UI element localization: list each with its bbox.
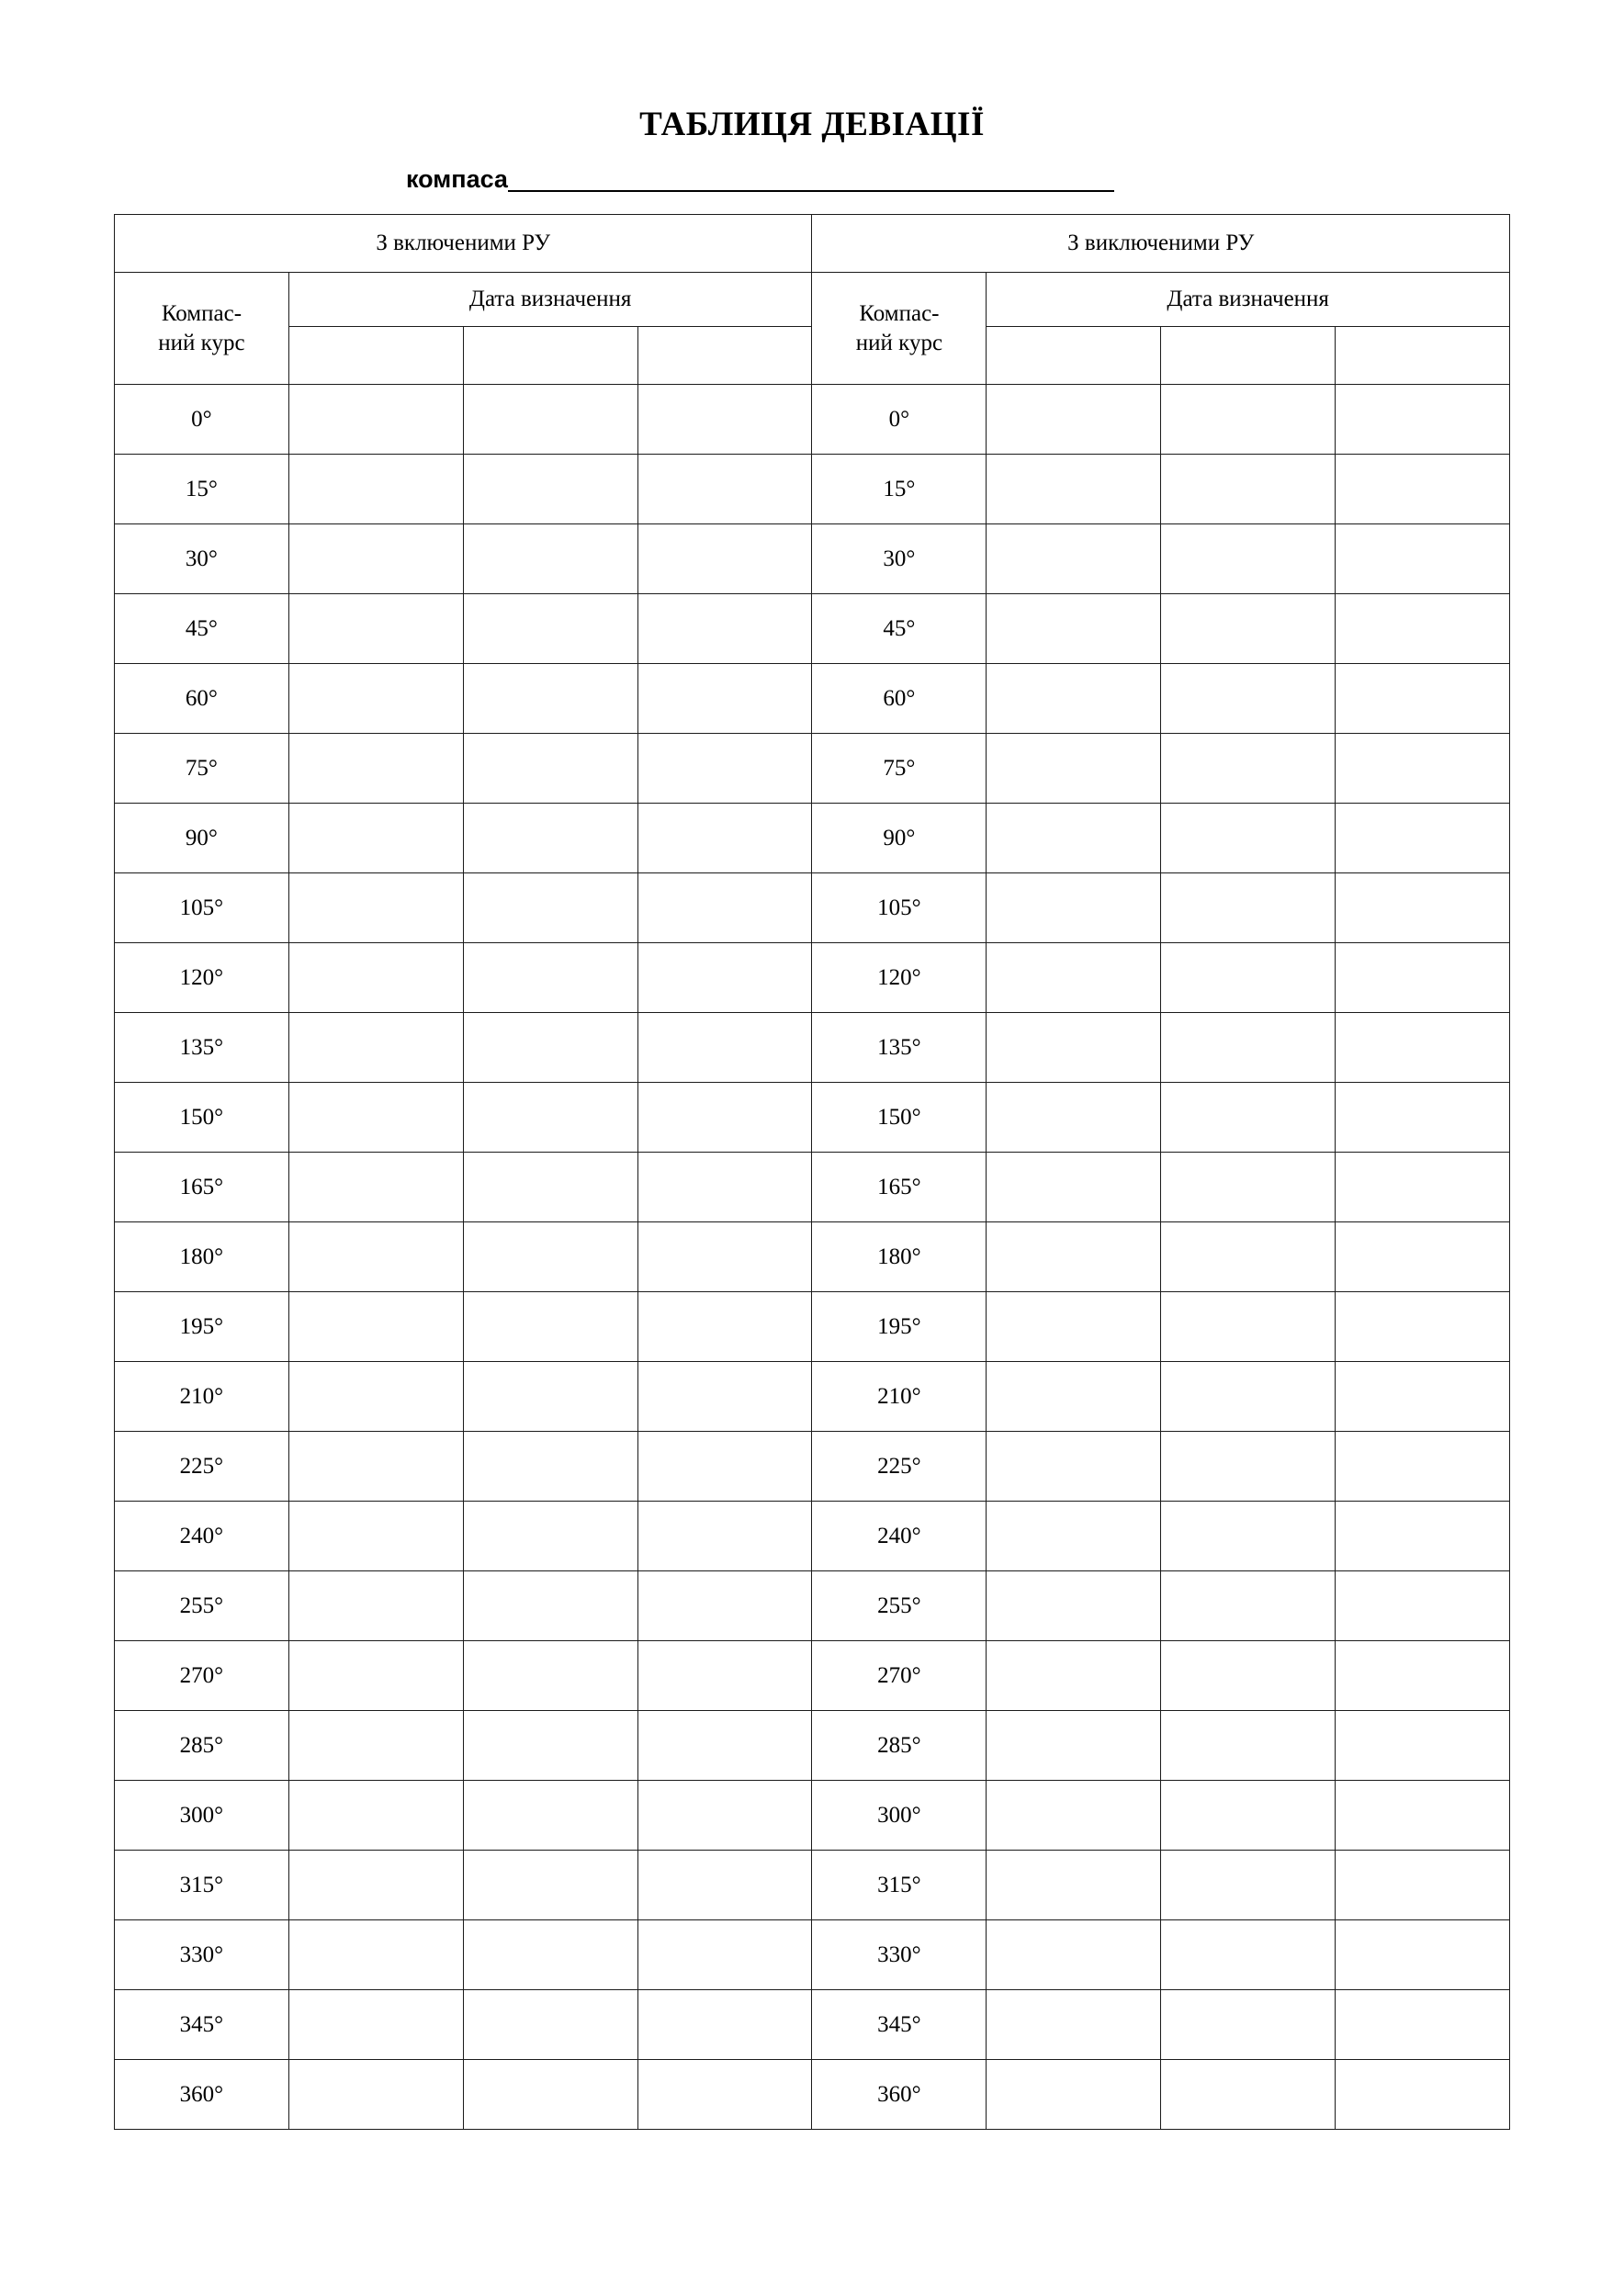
deviation-cell-left-3[interactable] xyxy=(637,873,812,943)
deviation-cell-left-2[interactable] xyxy=(463,385,637,455)
deviation-cell-left-3[interactable] xyxy=(637,594,812,664)
deviation-cell-left-1[interactable] xyxy=(288,804,463,873)
deviation-cell-left-1[interactable] xyxy=(288,1920,463,1990)
page-title: ТАБЛИЦЯ ДЕВІАЦІЇ xyxy=(639,106,985,143)
deviation-cell-left-3[interactable] xyxy=(637,1781,812,1851)
deviation-cell-left-3[interactable] xyxy=(637,455,812,524)
deviation-cell-left-1[interactable] xyxy=(288,734,463,804)
date-subcol-right-2[interactable] xyxy=(1161,327,1336,385)
group-header-ru-off: З виключеними РУ xyxy=(812,215,1510,273)
deviation-cell-right-2[interactable] xyxy=(1161,943,1336,1013)
table-row xyxy=(115,1013,1510,1083)
course-header-right-line2: ний курс xyxy=(855,330,943,355)
date-subcol-left-2[interactable] xyxy=(463,327,637,385)
deviation-cell-left-3[interactable] xyxy=(637,1571,812,1641)
deviation-cell-right-1[interactable] xyxy=(987,1851,1161,1920)
deviation-cell-left-3[interactable] xyxy=(637,1851,812,1920)
deviation-cell-right-3[interactable] xyxy=(1336,524,1510,594)
deviation-cell-right-3[interactable] xyxy=(1336,2060,1510,2130)
course-value-right: 195° xyxy=(812,1292,987,1362)
deviation-cell-right-2[interactable] xyxy=(1161,873,1336,943)
deviation-table xyxy=(114,214,1510,2130)
deviation-cell-left-3[interactable] xyxy=(637,1292,812,1362)
deviation-cell-right-2[interactable] xyxy=(1161,1013,1336,1083)
date-subcol-right-3[interactable] xyxy=(1336,327,1510,385)
course-value-right: 330° xyxy=(812,1920,987,1990)
deviation-cell-right-2[interactable] xyxy=(1161,1502,1336,1571)
deviation-cell-left-2[interactable] xyxy=(463,1502,637,1571)
course-value-left: 135° xyxy=(115,1013,289,1083)
deviation-cell-right-1[interactable] xyxy=(987,1781,1161,1851)
deviation-table-wrapper xyxy=(0,214,1624,2130)
deviation-cell-left-1[interactable] xyxy=(288,1571,463,1641)
course-value-right: 60° xyxy=(812,664,987,734)
course-value-right: 315° xyxy=(812,1851,987,1920)
course-value-left: 210° xyxy=(115,1362,289,1432)
deviation-cell-right-2[interactable] xyxy=(1161,2060,1336,2130)
course-value-left: 300° xyxy=(115,1781,289,1851)
course-value-left: 195° xyxy=(115,1292,289,1362)
deviation-cell-right-3[interactable] xyxy=(1336,1990,1510,2060)
table-row xyxy=(115,1641,1510,1711)
deviation-cell-right-3[interactable] xyxy=(1336,455,1510,524)
deviation-cell-left-2[interactable] xyxy=(463,1571,637,1641)
deviation-cell-right-3[interactable] xyxy=(1336,1432,1510,1502)
deviation-cell-right-1[interactable] xyxy=(987,1362,1161,1432)
course-value-right: 165° xyxy=(812,1153,987,1222)
deviation-cell-left-1[interactable] xyxy=(288,594,463,664)
deviation-cell-left-1[interactable] xyxy=(288,1851,463,1920)
deviation-cell-right-1[interactable] xyxy=(987,943,1161,1013)
table-row xyxy=(115,1781,1510,1851)
deviation-cell-left-2[interactable] xyxy=(463,594,637,664)
deviation-cell-left-1[interactable] xyxy=(288,1362,463,1432)
date-subcol-left-1[interactable] xyxy=(288,327,463,385)
deviation-cell-right-3[interactable] xyxy=(1336,1153,1510,1222)
course-value-left: 120° xyxy=(115,943,289,1013)
deviation-cell-right-2[interactable] xyxy=(1161,1781,1336,1851)
deviation-cell-right-1[interactable] xyxy=(987,804,1161,873)
course-value-right: 135° xyxy=(812,1013,987,1083)
course-value-right: 45° xyxy=(812,594,987,664)
deviation-cell-right-1[interactable] xyxy=(987,524,1161,594)
deviation-cell-left-1[interactable] xyxy=(288,1990,463,2060)
table-row xyxy=(115,1432,1510,1502)
deviation-cell-right-2[interactable] xyxy=(1161,1571,1336,1641)
course-value-right: 30° xyxy=(812,524,987,594)
table-row xyxy=(115,1711,1510,1781)
course-value-left: 165° xyxy=(115,1153,289,1222)
deviation-cell-right-2[interactable] xyxy=(1161,664,1336,734)
course-header-right-line1: Компас- xyxy=(859,300,940,326)
course-value-right: 240° xyxy=(812,1502,987,1571)
table-row xyxy=(115,594,1510,664)
deviation-cell-left-2[interactable] xyxy=(463,1990,637,2060)
deviation-cell-left-2[interactable] xyxy=(463,455,637,524)
deviation-cell-left-1[interactable] xyxy=(288,455,463,524)
course-value-right: 180° xyxy=(812,1222,987,1292)
course-header-left xyxy=(115,273,289,385)
deviation-cell-right-1[interactable] xyxy=(987,873,1161,943)
deviation-cell-right-2[interactable] xyxy=(1161,734,1336,804)
course-value-left: 30° xyxy=(115,524,289,594)
table-row xyxy=(115,1362,1510,1432)
compass-name-row xyxy=(0,166,1624,192)
deviation-cell-right-2[interactable] xyxy=(1161,1990,1336,2060)
deviation-cell-left-3[interactable] xyxy=(637,943,812,1013)
course-value-left: 60° xyxy=(115,664,289,734)
table-row xyxy=(115,1920,1510,1990)
deviation-cell-left-2[interactable] xyxy=(463,1222,637,1292)
deviation-cell-right-3[interactable] xyxy=(1336,594,1510,664)
deviation-cell-right-2[interactable] xyxy=(1161,1711,1336,1781)
deviation-cell-right-2[interactable] xyxy=(1161,594,1336,664)
deviation-cell-left-2[interactable] xyxy=(463,1851,637,1920)
table-row xyxy=(115,2060,1510,2130)
course-header-left-line2: ний курс xyxy=(158,330,245,355)
compass-label: компаса xyxy=(406,165,508,193)
deviation-cell-left-3[interactable] xyxy=(637,1641,812,1711)
course-value-left: 255° xyxy=(115,1571,289,1641)
table-row xyxy=(115,943,1510,1013)
deviation-cell-left-3[interactable] xyxy=(637,1153,812,1222)
course-value-left: 315° xyxy=(115,1851,289,1920)
deviation-cell-right-1[interactable] xyxy=(987,385,1161,455)
table-row xyxy=(115,1222,1510,1292)
deviation-cell-right-3[interactable] xyxy=(1336,1711,1510,1781)
deviation-cell-right-2[interactable] xyxy=(1161,1292,1336,1362)
column-header-row xyxy=(115,273,1510,327)
deviation-cell-right-2[interactable] xyxy=(1161,1432,1336,1502)
course-value-left: 240° xyxy=(115,1502,289,1571)
deviation-cell-left-1[interactable] xyxy=(288,1292,463,1362)
course-value-left: 270° xyxy=(115,1641,289,1711)
course-header-right xyxy=(812,273,987,385)
deviation-cell-right-3[interactable] xyxy=(1336,385,1510,455)
course-value-right: 270° xyxy=(812,1641,987,1711)
deviation-cell-right-3[interactable] xyxy=(1336,664,1510,734)
deviation-cell-right-1[interactable] xyxy=(987,1013,1161,1083)
deviation-cell-left-3[interactable] xyxy=(637,524,812,594)
deviation-cell-left-1[interactable] xyxy=(288,1711,463,1781)
date-header-left: Дата визначення xyxy=(288,273,812,327)
deviation-cell-right-1[interactable] xyxy=(987,2060,1161,2130)
course-value-right: 255° xyxy=(812,1571,987,1641)
course-value-right: 150° xyxy=(812,1083,987,1153)
deviation-cell-left-3[interactable] xyxy=(637,1920,812,1990)
deviation-cell-right-1[interactable] xyxy=(987,1153,1161,1222)
course-value-right: 0° xyxy=(812,385,987,455)
deviation-cell-left-2[interactable] xyxy=(463,1641,637,1711)
deviation-cell-right-1[interactable] xyxy=(987,1641,1161,1711)
deviation-cell-right-1[interactable] xyxy=(987,1222,1161,1292)
course-value-left: 105° xyxy=(115,873,289,943)
deviation-cell-left-3[interactable] xyxy=(637,1990,812,2060)
course-value-left: 0° xyxy=(115,385,289,455)
deviation-cell-left-1[interactable] xyxy=(288,1781,463,1851)
deviation-cell-right-1[interactable] xyxy=(987,664,1161,734)
deviation-cell-right-3[interactable] xyxy=(1336,1641,1510,1711)
deviation-cell-right-2[interactable] xyxy=(1161,1641,1336,1711)
deviation-cell-left-2[interactable] xyxy=(463,1083,637,1153)
table-row xyxy=(115,1571,1510,1641)
deviation-cell-left-3[interactable] xyxy=(637,1502,812,1571)
table-row xyxy=(115,1153,1510,1222)
deviation-cell-left-1[interactable] xyxy=(288,1013,463,1083)
course-value-left: 150° xyxy=(115,1083,289,1153)
table-row xyxy=(115,1851,1510,1920)
deviation-cell-right-2[interactable] xyxy=(1161,1083,1336,1153)
deviation-cell-left-2[interactable] xyxy=(463,804,637,873)
table-row xyxy=(115,1990,1510,2060)
deviation-cell-left-2[interactable] xyxy=(463,1292,637,1362)
deviation-cell-right-1[interactable] xyxy=(987,1083,1161,1153)
deviation-cell-left-2[interactable] xyxy=(463,664,637,734)
course-value-left: 15° xyxy=(115,455,289,524)
course-value-right: 300° xyxy=(812,1781,987,1851)
deviation-cell-left-1[interactable] xyxy=(288,943,463,1013)
deviation-cell-right-2[interactable] xyxy=(1161,1153,1336,1222)
course-header-left-line1: Компас- xyxy=(161,300,242,326)
deviation-cell-right-3[interactable] xyxy=(1336,943,1510,1013)
deviation-cell-left-1[interactable] xyxy=(288,385,463,455)
deviation-cell-right-1[interactable] xyxy=(987,1990,1161,2060)
course-value-left: 285° xyxy=(115,1711,289,1781)
deviation-cell-left-2[interactable] xyxy=(463,2060,637,2130)
table-row xyxy=(115,385,1510,455)
course-value-right: 15° xyxy=(812,455,987,524)
course-value-left: 225° xyxy=(115,1432,289,1502)
deviation-cell-left-3[interactable] xyxy=(637,1222,812,1292)
deviation-cell-left-2[interactable] xyxy=(463,1432,637,1502)
deviation-cell-right-2[interactable] xyxy=(1161,524,1336,594)
deviation-cell-right-1[interactable] xyxy=(987,1502,1161,1571)
course-value-left: 75° xyxy=(115,734,289,804)
course-value-left: 45° xyxy=(115,594,289,664)
deviation-cell-right-2[interactable] xyxy=(1161,1362,1336,1432)
deviation-cell-right-3[interactable] xyxy=(1336,1222,1510,1292)
deviation-cell-right-3[interactable] xyxy=(1336,873,1510,943)
course-value-right: 285° xyxy=(812,1711,987,1781)
deviation-cell-left-2[interactable] xyxy=(463,524,637,594)
date-subcol-left-3[interactable] xyxy=(637,327,812,385)
table-row xyxy=(115,804,1510,873)
deviation-cell-right-1[interactable] xyxy=(987,1571,1161,1641)
deviation-cell-left-2[interactable] xyxy=(463,943,637,1013)
deviation-cell-right-3[interactable] xyxy=(1336,804,1510,873)
deviation-cell-left-3[interactable] xyxy=(637,1432,812,1502)
date-subcol-right-1[interactable] xyxy=(987,327,1161,385)
course-value-left: 180° xyxy=(115,1222,289,1292)
compass-name-field[interactable] xyxy=(508,166,1114,192)
deviation-cell-left-3[interactable] xyxy=(637,1362,812,1432)
deviation-cell-left-2[interactable] xyxy=(463,1711,637,1781)
deviation-cell-right-2[interactable] xyxy=(1161,1920,1336,1990)
table-row xyxy=(115,455,1510,524)
deviation-cell-right-3[interactable] xyxy=(1336,734,1510,804)
table-row xyxy=(115,873,1510,943)
deviation-cell-right-1[interactable] xyxy=(987,1920,1161,1990)
course-value-right: 105° xyxy=(812,873,987,943)
course-value-right: 345° xyxy=(812,1990,987,2060)
course-value-right: 120° xyxy=(812,943,987,1013)
group-header-row xyxy=(115,215,1510,273)
deviation-cell-right-3[interactable] xyxy=(1336,1781,1510,1851)
deviation-cell-right-3[interactable] xyxy=(1336,1502,1510,1571)
table-row xyxy=(115,734,1510,804)
deviation-cell-right-2[interactable] xyxy=(1161,804,1336,873)
deviation-cell-right-3[interactable] xyxy=(1336,1920,1510,1990)
deviation-cell-right-3[interactable] xyxy=(1336,1571,1510,1641)
deviation-cell-left-1[interactable] xyxy=(288,1432,463,1502)
course-value-right: 360° xyxy=(812,2060,987,2130)
deviation-cell-left-2[interactable] xyxy=(463,1013,637,1083)
deviation-cell-right-1[interactable] xyxy=(987,734,1161,804)
deviation-cell-right-3[interactable] xyxy=(1336,1292,1510,1362)
course-value-right: 90° xyxy=(812,804,987,873)
deviation-cell-right-3[interactable] xyxy=(1336,1362,1510,1432)
table-row xyxy=(115,1292,1510,1362)
deviation-cell-left-1[interactable] xyxy=(288,524,463,594)
deviation-cell-right-3[interactable] xyxy=(1336,1083,1510,1153)
deviation-cell-left-3[interactable] xyxy=(637,734,812,804)
deviation-cell-left-2[interactable] xyxy=(463,873,637,943)
deviation-cell-right-3[interactable] xyxy=(1336,1013,1510,1083)
deviation-cell-left-3[interactable] xyxy=(637,664,812,734)
deviation-cell-right-1[interactable] xyxy=(987,594,1161,664)
deviation-cell-left-2[interactable] xyxy=(463,1153,637,1222)
table-row xyxy=(115,664,1510,734)
deviation-cell-right-2[interactable] xyxy=(1161,455,1336,524)
deviation-cell-left-3[interactable] xyxy=(637,385,812,455)
deviation-cell-left-3[interactable] xyxy=(637,1711,812,1781)
deviation-cell-right-2[interactable] xyxy=(1161,385,1336,455)
deviation-cell-left-1[interactable] xyxy=(288,2060,463,2130)
deviation-cell-left-3[interactable] xyxy=(637,1013,812,1083)
deviation-cell-left-1[interactable] xyxy=(288,1083,463,1153)
deviation-cell-right-1[interactable] xyxy=(987,1292,1161,1362)
group-header-ru-on: З включеними РУ xyxy=(115,215,812,273)
deviation-cell-left-1[interactable] xyxy=(288,1153,463,1222)
deviation-cell-left-1[interactable] xyxy=(288,1641,463,1711)
course-value-left: 90° xyxy=(115,804,289,873)
course-value-left: 330° xyxy=(115,1920,289,1990)
deviation-cell-right-3[interactable] xyxy=(1336,1851,1510,1920)
deviation-cell-left-1[interactable] xyxy=(288,1502,463,1571)
deviation-cell-left-3[interactable] xyxy=(637,2060,812,2130)
deviation-cell-left-1[interactable] xyxy=(288,873,463,943)
deviation-cell-left-2[interactable] xyxy=(463,1920,637,1990)
deviation-cell-left-2[interactable] xyxy=(463,734,637,804)
deviation-cell-left-3[interactable] xyxy=(637,804,812,873)
table-row xyxy=(115,1083,1510,1153)
deviation-cell-right-2[interactable] xyxy=(1161,1851,1336,1920)
deviation-cell-left-3[interactable] xyxy=(637,1083,812,1153)
course-value-left: 345° xyxy=(115,1990,289,2060)
deviation-cell-right-1[interactable] xyxy=(987,455,1161,524)
table-row xyxy=(115,524,1510,594)
course-value-right: 225° xyxy=(812,1432,987,1502)
table-row xyxy=(115,1502,1510,1571)
deviation-cell-right-1[interactable] xyxy=(987,1711,1161,1781)
course-value-left: 360° xyxy=(115,2060,289,2130)
deviation-cell-right-2[interactable] xyxy=(1161,1222,1336,1292)
course-value-right: 75° xyxy=(812,734,987,804)
deviation-cell-left-1[interactable] xyxy=(288,1222,463,1292)
deviation-cell-left-1[interactable] xyxy=(288,664,463,734)
course-value-right: 210° xyxy=(812,1362,987,1432)
date-header-right: Дата визначення xyxy=(987,273,1510,327)
deviation-cell-right-1[interactable] xyxy=(987,1432,1161,1502)
deviation-cell-left-2[interactable] xyxy=(463,1781,637,1851)
deviation-cell-left-2[interactable] xyxy=(463,1362,637,1432)
